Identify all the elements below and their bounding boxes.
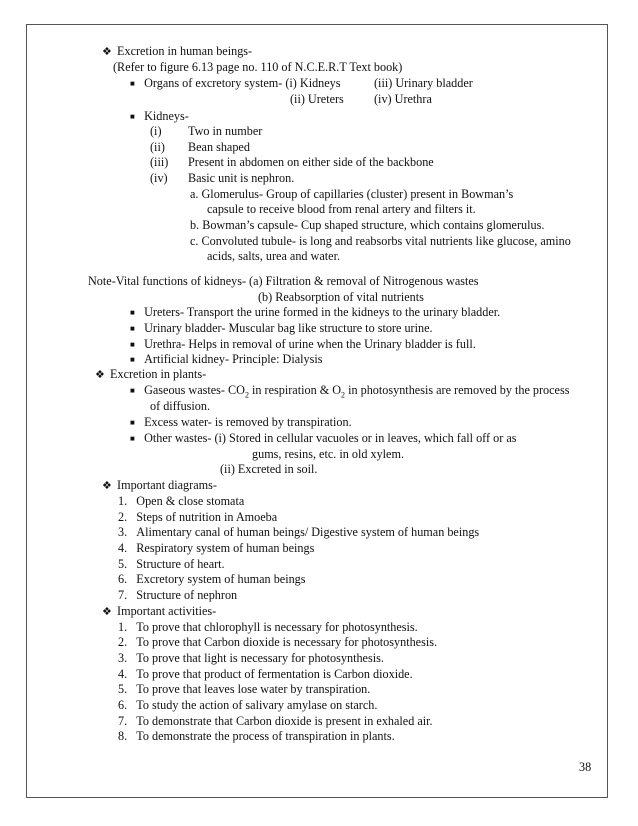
diamond-bullet-icon: ❖ xyxy=(102,606,112,618)
list-item: 1. Open & close stomata xyxy=(118,494,245,508)
list-item: 3. Alimentary canal of human beings/ Digestive system of human beings xyxy=(118,525,480,539)
square-bullet-icon: ■ xyxy=(130,386,135,395)
nephron-part-a: a. Glomerulus- Group of capillaries (cluster) present in Bowman’s xyxy=(190,187,514,201)
list-item: 6. Excretory system of human beings xyxy=(118,572,306,586)
kidney-functions-note-b: (b) Reabsorption of vital nutrients xyxy=(258,290,424,304)
kidney-item-number: (ii) xyxy=(150,140,165,154)
list-item: 4. To prove that product of fermentation is Carbon dioxide. xyxy=(118,667,413,681)
list-item: 2. Steps of nutrition in Amoeba xyxy=(118,510,278,524)
bullet-artificial-kidney: ■ Artificial kidney- Principle: Dialysis xyxy=(130,352,323,366)
list-item: 1. To prove that chlorophyll is necessary for photosynthesis. xyxy=(118,620,418,634)
other-wastes-soil: (ii) Excreted in soil. xyxy=(220,462,318,476)
bullet-gaseous-wastes: ■ Gaseous wastes- $CO_2$ in respiration & $O_2$ in photosynthesis are removed by the process xyxy=(130,383,570,400)
square-bullet-icon: ■ xyxy=(130,418,135,427)
kidneys-heading: ■ Kidneys- xyxy=(130,109,189,123)
nephron-part-a-cont: capsule to receive blood from renal artery and filters it. xyxy=(207,202,476,216)
list-item: 3. To prove that light is necessary for photosynthesis. xyxy=(118,651,384,665)
bullet-ureters: ■ Ureters- Transport the urine formed in the kidneys to the urinary bladder. xyxy=(130,305,501,319)
kidney-functions-note: Note-Vital functions of kidneys- (a) Filtration & removal of Nitrogenous wastes xyxy=(88,274,479,288)
list-item: 2. To prove that Carbon dioxide is necessary for photosynthesis. xyxy=(118,635,438,649)
nephron-part-c-cont: acids, salts, urea and water. xyxy=(207,249,340,263)
heading-human-excretion: ❖ Excretion in human beings- xyxy=(102,44,253,58)
organ-urinary-bladder: (iii) Urinary bladder xyxy=(374,76,473,90)
list-item: 6. To study the action of salivary amylase on starch. xyxy=(118,698,378,712)
list-item: 5. To prove that leaves lose water by transpiration. xyxy=(118,682,371,696)
list-item: 7. Structure of nephron xyxy=(118,588,238,602)
square-bullet-icon: ■ xyxy=(130,79,135,88)
bullet-excess-water: ■ Excess water- is removed by transpiration. xyxy=(130,415,352,429)
heading-important-activities: ❖ Important activities- xyxy=(102,604,217,618)
square-bullet-icon: ■ xyxy=(130,355,135,364)
kidney-item-text: Two in number xyxy=(188,124,263,138)
heading-plant-excretion: ❖ Excretion in plants- xyxy=(95,367,207,381)
page-number: 38 xyxy=(579,760,592,774)
gaseous-wastes-cont: of diffusion. xyxy=(150,399,211,413)
organ-urethra: (iv) Urethra xyxy=(374,92,432,106)
list-item: 8. To demonstrate the process of transpiration in plants. xyxy=(118,729,395,743)
nephron-part-b: b. Bowman’s capsule- Cup shaped structure, which contains glomerulus. xyxy=(190,218,545,232)
kidney-item-text: Basic unit is nephron. xyxy=(188,171,295,185)
organ-ureters: (ii) Ureters xyxy=(290,92,344,106)
list-item: 7. To demonstrate that Carbon dioxide is present in exhaled air. xyxy=(118,714,433,728)
organs-line: ■ Organs of excretory system- (i) Kidneys xyxy=(130,76,341,90)
kidney-item-number: (i) xyxy=(150,124,162,138)
heading-important-diagrams: ❖ Important diagrams- xyxy=(102,478,217,492)
kidney-item-text: Present in abdomen on either side of the backbone xyxy=(188,155,434,169)
diamond-bullet-icon: ❖ xyxy=(102,46,112,58)
nephron-part-c: c. Convoluted tubule- is long and reabsorbs vital nutrients like glucose, amino xyxy=(190,234,571,248)
list-item: 4. Respiratory system of human beings xyxy=(118,541,315,555)
kidney-item-text: Bean shaped xyxy=(188,140,250,154)
diamond-bullet-icon: ❖ xyxy=(95,369,105,381)
reference-line: (Refer to figure 6.13 page no. 110 of N.C.E.R.T Text book) xyxy=(113,60,403,74)
list-item: 5. Structure of heart. xyxy=(118,557,225,571)
bullet-urethra: ■ Urethra- Helps in removal of urine when the Urinary bladder is full. xyxy=(130,337,476,351)
bullet-urinary-bladder: ■ Urinary bladder- Muscular bag like structure to store urine. xyxy=(130,321,433,335)
diamond-bullet-icon: ❖ xyxy=(102,480,112,492)
bullet-other-wastes: ■ Other wastes- (i) Stored in cellular vacuoles or in leaves, which fall off or as xyxy=(130,431,517,445)
square-bullet-icon: ■ xyxy=(130,308,135,317)
square-bullet-icon: ■ xyxy=(130,434,135,443)
square-bullet-icon: ■ xyxy=(130,340,135,349)
other-wastes-cont: gums, resins, etc. in old xylem. xyxy=(252,447,404,461)
kidney-item-number: (iv) xyxy=(150,171,168,185)
square-bullet-icon: ■ xyxy=(130,324,135,333)
square-bullet-icon: ■ xyxy=(130,112,135,121)
kidney-item-number: (iii) xyxy=(150,155,169,169)
